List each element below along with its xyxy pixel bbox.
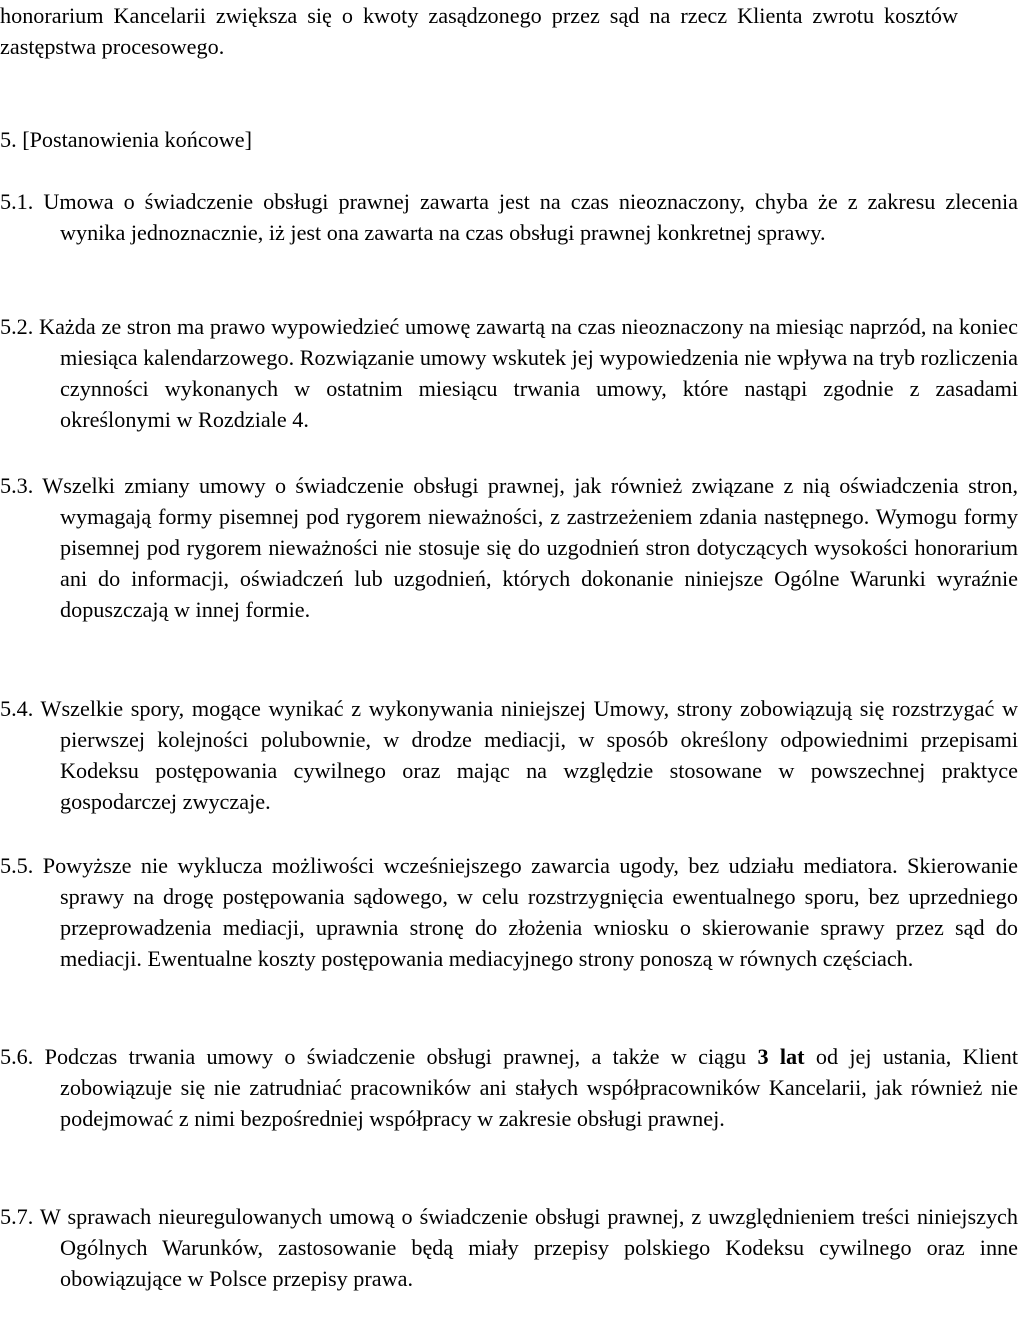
paragraph-text-after: od jej ustania, Klient zobowiązuje się nie zatrudniać pracowników ani stałych współpracowników Kancelarii, jak również nie podejmować z nimi bezpośredniej współpracy w zakresie obsługi prawnej. (60, 1044, 1018, 1131)
section-heading: 5. [Postanowienia końcowe] (0, 127, 253, 152)
paragraph-number: 5.1. (0, 189, 34, 214)
paragraph-text: Wszelkie spory, mogące wynikać z wykonywania niniejszej Umowy, strony zobowiązują się rozstrzygać w pierwszej kolejności polubownie, w drodze mediacji, w sposób określony odpowiednimi przepisami Kodeksu postępowania cywilnego oraz mając na względzie stosowane w powszechnej praktyce gospodarczej zwyczaje. (40, 696, 1018, 814)
paragraph-5-7 (0, 1201, 1018, 1294)
paragraph-text: Powyższe nie wyklucza możliwości wcześniejszego zawarcia ugody, bez udziału mediatora. Skierowanie sprawy na drogę postępowania sądowego, w celu rozstrzygnięcia ewentualnego sporu, bez uprzedniego przeprowadzenia mediacji, uprawnia stronę do złożenia wniosku o skierowanie sprawy przez sąd do mediacji. Ewentualne koszty postępowania mediacyjnego strony ponoszą w równych częściach. (42, 853, 1018, 971)
paragraph-5-6 (0, 1041, 1018, 1134)
paragraph-number: 5.4. (0, 696, 34, 721)
paragraph-text: Każda ze stron ma prawo wypowiedzieć umowę zawartą na czas nieoznaczony na miesiąc naprzód, na koniec miesiąca kalendarzowego. Rozwiązanie umowy wskutek jej wypowiedzenia nie wpływa na tryb rozliczenia czynności wykonanych w ostatnim miesiącu trwania umowy, które nastąpi zgodnie z zasadami określonymi w Rozdziale 4. (39, 314, 1018, 432)
intro-paragraph (0, 0, 958, 62)
paragraph-number: 5.6. (0, 1044, 34, 1069)
paragraph-text: Umowa o świadczenie obsługi prawnej zawarta jest na czas nieoznaczony, chyba że z zakresu zlecenia wynika jednoznacznie, iż jest ona zawarta na czas obsługi prawnej konkretnej sprawy. (43, 189, 1018, 245)
paragraph-text-before: Podczas trwania umowy o świadczenie obsługi prawnej, a także w ciągu (44, 1044, 747, 1069)
paragraph-5-4 (0, 693, 1018, 817)
paragraph-5-5 (0, 850, 1018, 974)
paragraph-text: Wszelki zmiany umowy o świadczenie obsługi prawnej, jak również związane z nią oświadczenia stron, wymagają formy pisemnej pod rygorem nieważności, z zastrzeżeniem zdania następnego. Wymogu formy pisemnej pod rygorem nieważności nie stosuje się do uzgodnień stron dotyczących wysokości honorarium ani do informacji, oświadczeń lub uzgodnień, których dokonanie niniejsze Ogólne Warunki wyraźnie dopuszczają w innej formie. (42, 473, 1018, 622)
intro-text: honorarium Kancelarii zwiększa się o kwoty zasądzonego przez sąd na rzecz Klienta zwrotu kosztów zastępstwa procesowego. (0, 3, 958, 59)
paragraph-text-bold: 3 lat (757, 1044, 805, 1069)
paragraph-number: 5.7. (0, 1204, 34, 1229)
paragraph-5-1 (0, 186, 1018, 248)
paragraph-text: W sprawach nieuregulowanych umową o świadczenie obsługi prawnej, z uwzględnieniem treści niniejszych Ogólnych Warunków, zastosowanie będą miały przepisy polskiego Kodeksu cywilnego oraz inne obowiązujące w Polsce przepisy prawa. (39, 1204, 1018, 1291)
paragraph-number: 5.5. (0, 853, 34, 878)
paragraph-5-3 (0, 470, 1018, 625)
paragraph-number: 5.2. (0, 314, 34, 339)
paragraph-5-2 (0, 311, 1018, 435)
paragraph-number: 5.3. (0, 473, 34, 498)
